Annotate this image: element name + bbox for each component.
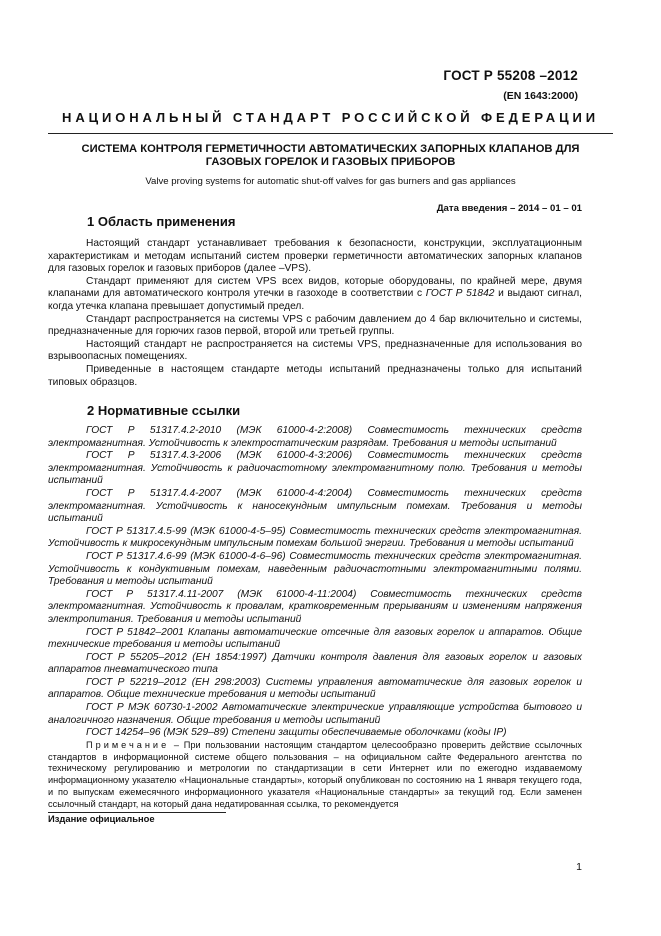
note-label: Примечание	[86, 739, 170, 750]
section-1-heading: 1 Область применения	[87, 214, 236, 229]
title-line-1: СИСТЕМА КОНТРОЛЯ ГЕРМЕТИЧНОСТИ АВТОМАТИЧЕСКИХ ЗАПОРНЫХ КЛАПАНОВ ДЛЯ	[81, 143, 580, 155]
section-1-body	[48, 238, 582, 389]
reference-item: ГОСТ Р 51317.4.4-2007 (МЭК 61000-4-4:2004) Совместимость технических средств электромагнитная. Устойчивость к наносекундным импульсным помехам. Требования и методы испытаний	[48, 487, 582, 525]
paragraph: Настоящий стандарт не распространяется на системы VPS, предназначенные для использования во взрывоопасных помещениях.	[48, 338, 582, 363]
reference-item: ГОСТ Р 51317.4.5-99 (МЭК 61000-4-5–95) Совместимость технических средств электромагнитная. Устойчивость к микросекундным импульсным помехам большой энергии. Требования и методы испытаний	[48, 525, 582, 550]
references-list	[48, 425, 582, 811]
reference-item: ГОСТ Р МЭК 60730-1-2002 Автоматические электрические управляющие устройства бытового и аналогичного назначения. Общие требования и методы испытаний	[48, 702, 582, 726]
english-title: Valve proving systems for automatic shut-off valves for gas burners and gas appliances	[145, 176, 516, 187]
reference-item: ГОСТ Р 51317.4.2-2010 (МЭК 61000-4-2:2008) Совместимость технических средств электромагнитная. Устойчивость к электростатическим разрядам. Требования и методы испытаний	[48, 425, 582, 449]
paragraph: Приведенные в настоящем стандарте методы испытаний предназначены только для испытаний типовых образцов.	[48, 363, 582, 388]
reference-item: ГОСТ Р 52219–2012 (ЕН 298:2003) Системы управления автоматические для газовых горелок и аппаратов. Общие технические требования и методы испытаний	[48, 676, 582, 701]
page-number: 1	[576, 861, 582, 873]
reference-item: ГОСТ Р 51842–2001 Клапаны автоматические отсечные для газовых горелок и аппаратов. Общие технические требования и методы испытаний	[48, 626, 582, 651]
introduction-date: Дата введения – 2014 – 01 – 01	[436, 203, 582, 214]
standard-reference: ГОСТ Р 51842	[425, 288, 495, 300]
header-divider	[48, 133, 613, 134]
note-paragraph	[48, 740, 582, 811]
title-line-2: ГАЗОВЫХ ГОРЕЛОК И ГАЗОВЫХ ПРИБОРОВ	[205, 156, 456, 168]
reference-item: ГОСТ 14254–96 (МЭК 529–89) Степени защиты обеспечиваемые оболочками (коды IP)	[86, 727, 507, 739]
section-2-heading: 2 Нормативные ссылки	[87, 403, 241, 418]
note-text: – При пользовании настоящим стандартом целесообразно проверить действие ссылочных стандартов в информационной системе общего пользования – на официальном сайте Федерального агентства по техническому регулированию и метрологии по стандартизации в сети Интернет или по ежегодно издаваемому информационному указателю «Национальные стандарты», который опубликован по состоянию на 1 января текущего года, и по выпускам ежемесячного информационного указателя «Национальные стандарты» за текущий год. Если заменен ссылочный стандарт, на который дана недатированная ссылка, то рекомендуется	[48, 739, 582, 809]
reference-item: ГОСТ Р 55205–2012 (ЕН 1854:1997) Датчики контроля давления для газовых горелок и газовых аппаратов пневматического типа	[48, 651, 582, 676]
paragraph: Стандарт применяют для систем VPS всех видов, которые оборудованы, по крайней мере, двумя клапанами для автоматического контроля утечки в газоходе в соответствии с ГОСТ Р 51842 и выдают сигнал, когда утечка клапана превышает допустимый предел.	[48, 275, 582, 312]
document-title	[48, 143, 613, 169]
reference-item: ГОСТ Р 51317.4.6-99 (МЭК 61000-4-6–96) Совместимость технических средств электромагнитная. Устойчивость к кондуктивным помехам, наведенным радиочастотными электромагнитными полями. Требования и методы испытаний	[48, 550, 582, 588]
en-standard-number: (EN 1643:2000)	[503, 90, 578, 102]
reference-item: ГОСТ Р 51317.4.3-2006 (МЭК 61000-4-3:2006) Совместимость технических средств электромагнитная. Устойчивость к радиочастотному электромагнитному полю. Требования и методы испытаний	[48, 450, 582, 487]
national-standard-banner: НАЦИОНАЛЬНЫЙ СТАНДАРТ РОССИЙСКОЙ ФЕДЕРАЦИИ	[62, 110, 599, 125]
reference-item: ГОСТ Р 51317.4.11-2007 (МЭК 61000-4-11:2004) Совместимость технических средств электромагнитная. Устойчивость к провалам, кратковременным прерываниям и изменениям напряжения электропитания. Требования и методы испытаний	[48, 588, 582, 625]
paragraph: Стандарт распространяется на системы VPS с рабочим давлением до 4 бар включительно и системы, предназначенные для горючих газов первой, второй или третьей группы.	[48, 313, 582, 338]
paragraph: Настоящий стандарт устанавливает требования к безопасности, конструкции, эксплуатационным характеристикам и методам испытаний систем проверки герметичности автоматических запорных клапанов для газовых горелок и газовых приборов (далее –VPS).	[48, 238, 582, 275]
standard-number: ГОСТ Р 55208 –2012	[443, 68, 578, 83]
official-edition-label: Издание официальное	[48, 813, 155, 824]
